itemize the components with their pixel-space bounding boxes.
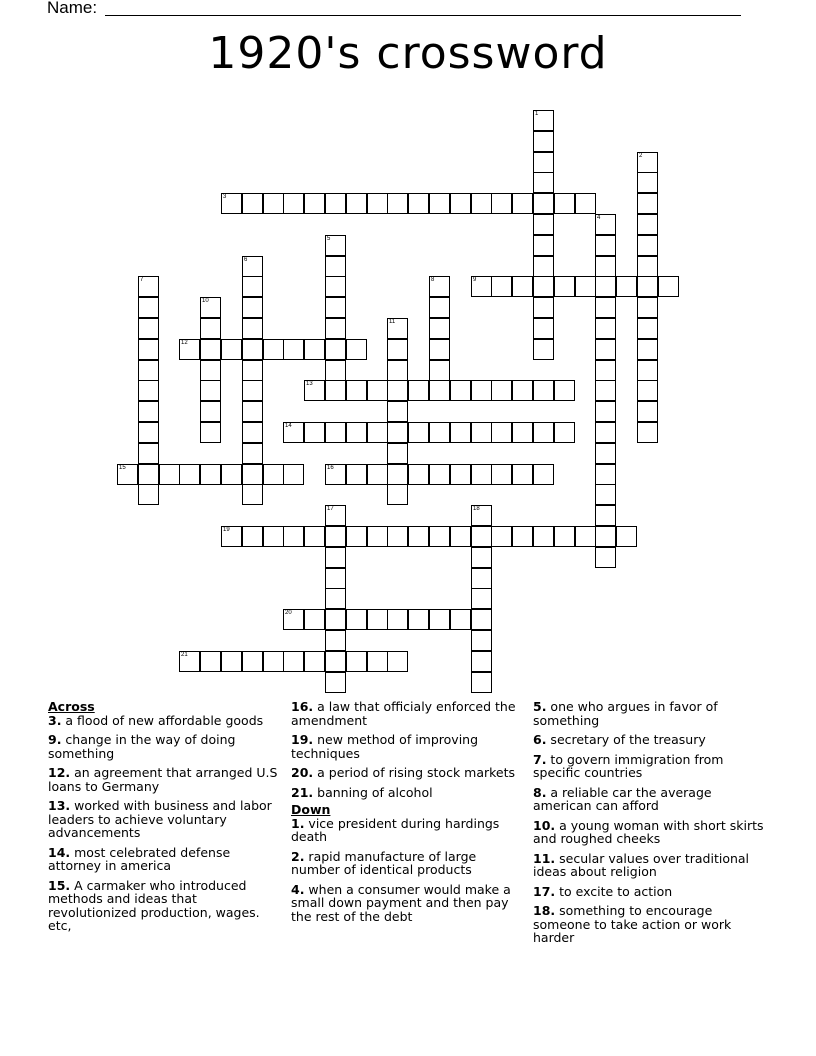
grid-cell[interactable] — [346, 609, 367, 630]
grid-cell[interactable] — [595, 547, 616, 568]
grid-cell[interactable] — [283, 609, 304, 630]
grid-cell[interactable] — [325, 360, 346, 381]
grid-cell[interactable] — [242, 526, 263, 547]
grid-cell[interactable] — [283, 651, 304, 672]
clue-item: 19. new method of improving techniques — [291, 732, 479, 761]
grid-cell[interactable] — [595, 505, 616, 526]
grid-cell[interactable] — [200, 464, 221, 485]
grid-cell[interactable] — [595, 339, 616, 360]
down-heading: Down — [291, 802, 331, 817]
grid-cell[interactable] — [554, 193, 575, 214]
grid-cell[interactable] — [637, 339, 658, 360]
cell-number: 11 — [389, 319, 396, 325]
cell-number: 3 — [223, 194, 227, 200]
grid-cell[interactable] — [200, 422, 221, 443]
grid-cell[interactable] — [637, 152, 658, 173]
grid-cell[interactable] — [283, 464, 304, 485]
grid-cell[interactable] — [595, 464, 616, 485]
grid-cell[interactable] — [242, 360, 263, 381]
grid-cell[interactable] — [595, 443, 616, 464]
grid-cell[interactable] — [595, 297, 616, 318]
clue-item: 9. change in the way of doing something — [48, 732, 236, 761]
grid-cell[interactable] — [263, 651, 284, 672]
clue-item: 4. when a consumer would make a small down payment and then pay the rest of the debt — [291, 881, 511, 924]
grid-cell[interactable] — [512, 422, 533, 443]
grid-cell[interactable] — [533, 110, 554, 131]
grid-cell[interactable] — [221, 339, 242, 360]
grid-cell[interactable] — [471, 193, 492, 214]
grid-cell[interactable] — [533, 131, 554, 152]
cell-number: 6 — [244, 257, 248, 263]
grid-cell[interactable] — [138, 276, 159, 297]
grid-cell[interactable] — [533, 339, 554, 360]
grid-cell[interactable] — [138, 339, 159, 360]
grid-cell[interactable] — [429, 318, 450, 339]
grid-cell[interactable] — [471, 651, 492, 672]
grid-cell[interactable] — [242, 276, 263, 297]
grid-cell[interactable] — [346, 422, 367, 443]
grid-cell[interactable] — [450, 380, 471, 401]
grid-cell[interactable] — [387, 443, 408, 464]
cell-number: 18 — [473, 506, 480, 512]
grid-cell[interactable] — [408, 526, 429, 547]
grid-cell[interactable] — [367, 526, 388, 547]
grid-cell[interactable] — [242, 256, 263, 277]
grid-cell[interactable] — [491, 422, 512, 443]
grid-cell[interactable] — [637, 422, 658, 443]
grid-cell[interactable] — [367, 651, 388, 672]
grid-cell[interactable] — [512, 193, 533, 214]
name-label: Name: — [47, 0, 98, 17]
grid-cell[interactable] — [242, 651, 263, 672]
cell-number: 15 — [119, 465, 126, 471]
grid-cell[interactable] — [325, 630, 346, 651]
grid-cell[interactable] — [200, 339, 221, 360]
clues-column-2 — [291, 700, 521, 929]
grid-cell[interactable] — [346, 526, 367, 547]
grid-cell[interactable] — [325, 526, 346, 547]
grid-cell[interactable] — [658, 276, 679, 297]
clue-item: 2. rapid manufacture of large number of identical products — [291, 848, 477, 877]
grid-cell[interactable] — [221, 193, 242, 214]
grid-cell[interactable] — [387, 484, 408, 505]
grid-cell[interactable] — [637, 380, 658, 401]
grid-cell[interactable] — [263, 526, 284, 547]
grid-cell[interactable] — [533, 464, 554, 485]
clue-item: 13. worked with business and labor leaders to achieve voluntary advancements — [48, 798, 272, 840]
grid-cell[interactable] — [200, 651, 221, 672]
cell-number: 12 — [181, 340, 188, 346]
grid-cell[interactable] — [429, 360, 450, 381]
grid-cell[interactable] — [325, 380, 346, 401]
grid-cell[interactable] — [263, 193, 284, 214]
cell-number: 21 — [181, 652, 188, 658]
grid-cell[interactable] — [637, 276, 658, 297]
grid-cell[interactable] — [325, 318, 346, 339]
grid-cell[interactable] — [637, 318, 658, 339]
grid-cell[interactable] — [533, 297, 554, 318]
clue-item: 15. A carmaker who introduced methods and ideas that revolutionized production, wages. etc, — [48, 877, 260, 933]
grid-cell[interactable] — [138, 464, 159, 485]
clue-item: 10. a young woman with short skirts and roughed cheeks — [533, 817, 764, 846]
grid-cell[interactable] — [595, 360, 616, 381]
grid-cell[interactable] — [325, 422, 346, 443]
cell-number: 1 — [535, 111, 539, 117]
grid-cell[interactable] — [533, 422, 554, 443]
grid-cell[interactable] — [138, 422, 159, 443]
clue-item: 17. to excite to action — [533, 883, 673, 899]
grid-cell[interactable] — [471, 547, 492, 568]
cell-number: 14 — [285, 423, 292, 429]
clue-item: 1. vice president during hardings death — [291, 815, 500, 844]
grid-cell[interactable] — [387, 360, 408, 381]
grid-cell[interactable] — [491, 193, 512, 214]
grid-cell[interactable] — [325, 464, 346, 485]
grid-cell[interactable] — [325, 672, 346, 693]
grid-cell[interactable] — [554, 422, 575, 443]
grid-cell[interactable] — [512, 276, 533, 297]
grid-cell[interactable] — [304, 526, 325, 547]
grid-cell[interactable] — [200, 401, 221, 422]
grid-cell[interactable] — [304, 609, 325, 630]
grid-cell[interactable] — [595, 235, 616, 256]
clue-item: 3. a flood of new affordable goods — [48, 712, 264, 728]
grid-cell[interactable] — [408, 609, 429, 630]
grid-cell[interactable] — [408, 422, 429, 443]
grid-cell[interactable] — [471, 630, 492, 651]
grid-cell[interactable] — [325, 235, 346, 256]
grid-cell[interactable] — [533, 214, 554, 235]
grid-cell[interactable] — [471, 464, 492, 485]
grid-cell[interactable] — [471, 380, 492, 401]
grid-cell[interactable] — [533, 193, 554, 214]
grid-cell[interactable] — [429, 297, 450, 318]
grid-cell[interactable] — [138, 401, 159, 422]
grid-cell[interactable] — [325, 609, 346, 630]
page-title: 1920's crossword — [208, 28, 608, 79]
grid-cell[interactable] — [637, 235, 658, 256]
grid-cell[interactable] — [242, 318, 263, 339]
cell-number: 4 — [597, 215, 601, 221]
cell-number: 2 — [639, 153, 643, 159]
grid-cell[interactable] — [533, 235, 554, 256]
grid-cell[interactable] — [637, 401, 658, 422]
grid-cell[interactable] — [367, 380, 388, 401]
grid-cell[interactable] — [325, 651, 346, 672]
grid-cell[interactable] — [263, 464, 284, 485]
grid-cell[interactable] — [325, 568, 346, 589]
grid-cell[interactable] — [325, 256, 346, 277]
grid-cell[interactable] — [575, 526, 596, 547]
grid-cell[interactable] — [533, 318, 554, 339]
grid-cell[interactable] — [575, 276, 596, 297]
grid-cell[interactable] — [325, 297, 346, 318]
grid-cell[interactable] — [616, 276, 637, 297]
grid-cell[interactable] — [304, 380, 325, 401]
cell-number: 19 — [223, 527, 230, 533]
grid-cell[interactable] — [325, 193, 346, 214]
grid-cell[interactable] — [138, 484, 159, 505]
grid-cell[interactable] — [471, 588, 492, 609]
grid-cell[interactable] — [491, 380, 512, 401]
cell-number: 16 — [327, 465, 334, 471]
grid-cell[interactable] — [595, 484, 616, 505]
grid-cell[interactable] — [595, 214, 616, 235]
cell-number: 7 — [140, 277, 144, 283]
grid-cell[interactable] — [533, 172, 554, 193]
grid-cell[interactable] — [471, 526, 492, 547]
grid-cell[interactable] — [387, 193, 408, 214]
grid-cell[interactable] — [554, 380, 575, 401]
cell-number: 13 — [306, 381, 313, 387]
grid-cell[interactable] — [304, 422, 325, 443]
grid-cell[interactable] — [367, 193, 388, 214]
grid-cell[interactable] — [221, 464, 242, 485]
grid-cell[interactable] — [408, 380, 429, 401]
cell-number: 9 — [473, 277, 477, 283]
grid-cell[interactable] — [325, 505, 346, 526]
grid-cell[interactable] — [471, 609, 492, 630]
grid-cell[interactable] — [242, 484, 263, 505]
cell-number: 8 — [431, 277, 435, 283]
grid-cell[interactable] — [491, 526, 512, 547]
grid-cell[interactable] — [387, 651, 408, 672]
grid-cell[interactable] — [346, 339, 367, 360]
grid-cell[interactable] — [512, 464, 533, 485]
grid-cell[interactable] — [595, 318, 616, 339]
grid-cell[interactable] — [554, 276, 575, 297]
grid-cell[interactable] — [179, 651, 200, 672]
down-clue-list — [291, 817, 521, 924]
grid-cell[interactable] — [429, 339, 450, 360]
grid-cell[interactable] — [595, 422, 616, 443]
grid-cell[interactable] — [304, 193, 325, 214]
cell-number: 5 — [327, 236, 331, 242]
grid-cell[interactable] — [242, 464, 263, 485]
grid-cell[interactable] — [117, 464, 138, 485]
grid-cell[interactable] — [450, 464, 471, 485]
grid-cell[interactable] — [179, 464, 200, 485]
grid-cell[interactable] — [429, 464, 450, 485]
grid-cell[interactable] — [242, 422, 263, 443]
grid-cell[interactable] — [325, 588, 346, 609]
grid-cell[interactable] — [429, 526, 450, 547]
grid-cell[interactable] — [637, 297, 658, 318]
grid-cell[interactable] — [429, 422, 450, 443]
grid-cell[interactable] — [387, 609, 408, 630]
grid-cell[interactable] — [450, 609, 471, 630]
grid-cell[interactable] — [512, 380, 533, 401]
clues-column-3 — [533, 700, 773, 951]
clue-item: 8. a reliable car the average american can afford — [533, 784, 712, 813]
grid-cell[interactable] — [263, 339, 284, 360]
grid-cell[interactable] — [242, 193, 263, 214]
grid-cell[interactable] — [242, 401, 263, 422]
grid-cell[interactable] — [471, 505, 492, 526]
clue-item: 7. to govern immigration from specific countries — [533, 751, 724, 780]
clue-item: 11. secular values over traditional ideas about religion — [533, 850, 750, 879]
grid-cell[interactable] — [491, 276, 512, 297]
grid-cell[interactable] — [346, 380, 367, 401]
grid-cell[interactable] — [429, 380, 450, 401]
grid-cell[interactable] — [450, 422, 471, 443]
grid-cell[interactable] — [637, 214, 658, 235]
grid-cell[interactable] — [408, 464, 429, 485]
grid-cell[interactable] — [450, 526, 471, 547]
grid-cell[interactable] — [200, 360, 221, 381]
grid-cell[interactable] — [387, 318, 408, 339]
grid-cell[interactable] — [283, 193, 304, 214]
grid-cell[interactable] — [221, 651, 242, 672]
grid-cell[interactable] — [471, 568, 492, 589]
grid-cell[interactable] — [200, 318, 221, 339]
grid-cell[interactable] — [554, 526, 575, 547]
clue-item: 16. a law that officialy enforced the amendment — [291, 699, 516, 728]
grid-cell[interactable] — [387, 380, 408, 401]
grid-cell[interactable] — [200, 380, 221, 401]
grid-cell[interactable] — [367, 609, 388, 630]
grid-cell[interactable] — [533, 380, 554, 401]
down-clue-list-continued — [533, 700, 773, 945]
cell-number: 20 — [285, 610, 292, 616]
grid-cell[interactable] — [387, 526, 408, 547]
clues-column-1 — [48, 700, 283, 939]
cell-number: 17 — [327, 506, 334, 512]
grid-cell[interactable] — [471, 276, 492, 297]
grid-cell[interactable] — [304, 339, 325, 360]
clue-item: 5. one who argues in favor of something — [533, 699, 718, 728]
grid-cell[interactable] — [200, 297, 221, 318]
across-clue-list — [48, 714, 283, 933]
grid-cell[interactable] — [533, 526, 554, 547]
grid-cell[interactable] — [595, 276, 616, 297]
grid-cell[interactable] — [242, 380, 263, 401]
grid-cell[interactable] — [138, 380, 159, 401]
grid-cell[interactable] — [325, 276, 346, 297]
grid-cell[interactable] — [637, 360, 658, 381]
across-heading: Across — [48, 699, 95, 714]
grid-cell[interactable] — [450, 193, 471, 214]
grid-cell[interactable] — [346, 651, 367, 672]
grid-cell[interactable] — [575, 193, 596, 214]
grid-cell[interactable] — [138, 360, 159, 381]
grid-cell[interactable] — [387, 422, 408, 443]
grid-cell[interactable] — [533, 276, 554, 297]
clue-item: 14. most celebrated defense attorney in america — [48, 844, 231, 873]
clue-item: 20. a period of rising stock markets — [291, 765, 516, 780]
grid-cell[interactable] — [595, 526, 616, 547]
grid-cell[interactable] — [283, 422, 304, 443]
grid-cell[interactable] — [471, 422, 492, 443]
grid-cell[interactable] — [346, 464, 367, 485]
grid-cell[interactable] — [387, 401, 408, 422]
grid-cell[interactable] — [221, 526, 242, 547]
grid-cell[interactable] — [138, 443, 159, 464]
grid-cell[interactable] — [242, 297, 263, 318]
grid-cell[interactable] — [512, 526, 533, 547]
grid-cell[interactable] — [429, 193, 450, 214]
grid-cell[interactable] — [159, 464, 180, 485]
grid-cell[interactable] — [491, 464, 512, 485]
grid-cell[interactable] — [387, 339, 408, 360]
grid-cell[interactable] — [138, 297, 159, 318]
grid-cell[interactable] — [429, 609, 450, 630]
clue-item: 6. secretary of the treasury — [533, 732, 706, 747]
across-clue-list-continued — [291, 700, 521, 799]
grid-cell[interactable] — [283, 526, 304, 547]
grid-cell[interactable] — [346, 193, 367, 214]
grid-cell[interactable] — [242, 339, 263, 360]
grid-cell[interactable] — [595, 401, 616, 422]
grid-cell[interactable] — [533, 256, 554, 277]
grid-cell[interactable] — [595, 256, 616, 277]
grid-cell[interactable] — [637, 256, 658, 277]
cell-number: 10 — [202, 298, 209, 304]
grid-cell[interactable] — [637, 172, 658, 193]
grid-cell[interactable] — [304, 651, 325, 672]
clue-item: 12. an agreement that arranged U.S loans to Germany — [48, 765, 278, 794]
grid-cell[interactable] — [325, 547, 346, 568]
grid-cell[interactable] — [367, 464, 388, 485]
grid-cell[interactable] — [595, 380, 616, 401]
grid-cell[interactable] — [242, 443, 263, 464]
grid-cell[interactable] — [283, 339, 304, 360]
grid-cell[interactable] — [471, 672, 492, 693]
grid-cell[interactable] — [387, 464, 408, 485]
grid-cell[interactable] — [637, 193, 658, 214]
grid-cell[interactable] — [429, 276, 450, 297]
grid-cell[interactable] — [138, 318, 159, 339]
clue-item: 18. something to encourage someone to take action or work harder — [533, 903, 732, 945]
grid-cell[interactable] — [325, 339, 346, 360]
grid-cell[interactable] — [616, 526, 637, 547]
grid-cell[interactable] — [533, 152, 554, 173]
grid-cell[interactable] — [367, 422, 388, 443]
clue-item: 21. banning of alcohol — [291, 784, 433, 800]
grid-cell[interactable] — [408, 193, 429, 214]
grid-cell[interactable] — [179, 339, 200, 360]
